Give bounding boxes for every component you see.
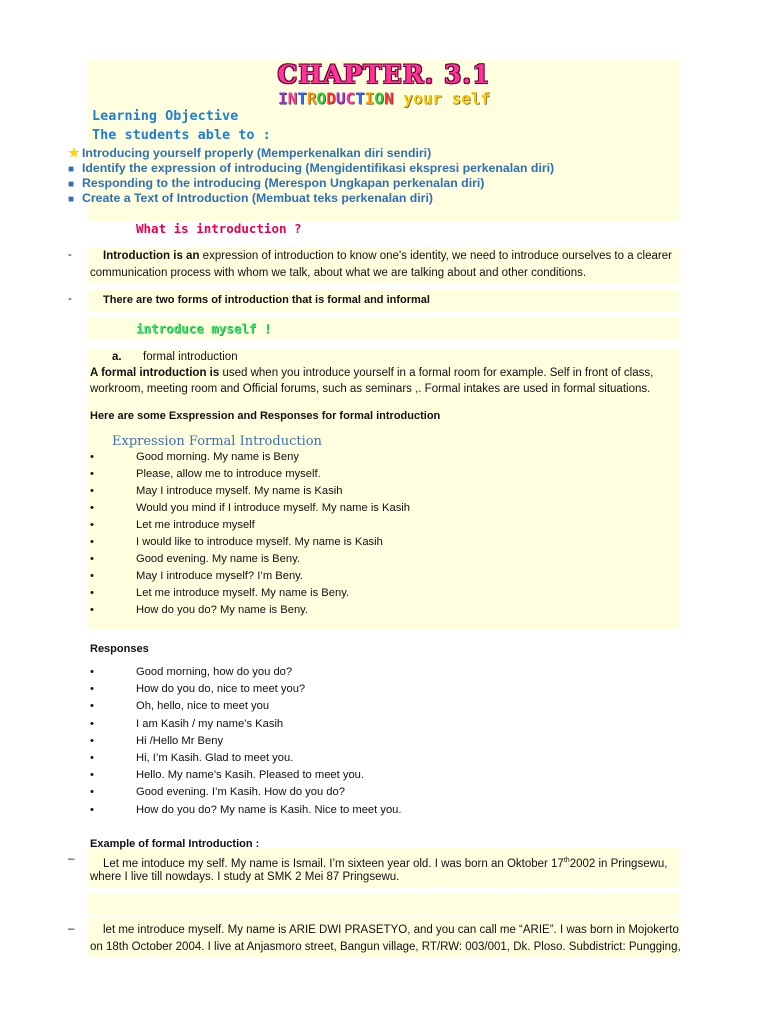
bullet-icon: • [90,468,94,480]
list-item-text: How do you do, nice to meet you? [136,683,306,696]
star-bullet-icon: ★ [68,145,80,160]
formal-paragraph-line2: workroom, meeting room and Official forums, such as seminars ,. Formal intakes are used in formal situations. [90,383,651,395]
expression-item [90,570,303,582]
bullet-icon: • [90,700,94,713]
expression-item [90,587,349,599]
subtitle-letter: I [364,89,375,108]
chapter-title: CHAPTER. 3.1 [277,60,491,89]
example2-line1: let me introduce myself. My name is ARIE DWI PRASETYO, and you can call me “ARIE”. I was born in Mojokerto [103,924,679,936]
response-item [90,683,305,695]
bullet-icon: • [90,604,94,616]
list-item-text: I would like to introduce myself. My name is Kasih [136,536,383,548]
bullet-icon: • [90,666,94,678]
bullet-icon: • [90,519,94,531]
list-item-text: May I introduce myself. My name is Kasih [136,485,343,497]
subtitle-letter: N [384,89,394,108]
expression-item [90,485,342,497]
response-item [90,804,402,816]
dash-marker: - [68,249,72,261]
list-item-text: I am Kasih / my name’s Kasih [136,717,284,730]
students-able-label: The students able to : [92,127,271,143]
subtitle-letter: N [287,89,298,108]
list-item-text: Oh, hello, nice to meet you [136,700,270,713]
subtitle-letter: R [306,89,317,108]
expression-item [90,536,383,548]
example2-line2: on 18th October 2004. I live at Anjasmoro street, Bangun village, RT/RW: 003/001, Dk. Ploso. Subdistrict: Pungging, [90,941,681,953]
bullet-icon: • [90,451,94,463]
bullet-icon: • [90,786,94,799]
expression-item [90,553,300,565]
expression-item [90,502,410,514]
list-item-text: Good evening. My name is Beny. [136,553,300,565]
bullet-icon: • [90,683,94,696]
list-item-text: Good morning, how do you do? [136,666,293,678]
formal-label: formal introduction [143,351,238,363]
square-bullet-icon: ■ [68,179,75,190]
subtitle-letter: U [335,89,346,108]
intro-paragraph-line1: Introduction is an expression of introduction to know one's identity, we need to introduce ourselves to a clearer [103,250,672,262]
responses-heading: Responses [90,643,149,655]
expression-formal-heading: Expression Formal Introduction [112,434,322,449]
response-item [90,786,345,798]
response-item [90,752,293,764]
bullet-icon: • [90,734,94,747]
bullet-icon: • [90,803,94,816]
list-item-text: Please, allow me to introduce myself. [136,468,321,480]
subtitle-letter: T [355,89,365,108]
list-item-text: Hi, I’m Kasih. Glad to meet you. [136,752,294,764]
subtitle-letter: D [326,89,336,108]
example-heading: Example of formal Introduction : [90,838,260,850]
bullet-icon: • [90,570,94,582]
list-item-text: Would you mind if I introduce myself. My name is Kasih [136,502,410,514]
subtitle-letter: your self [393,89,490,108]
dash-marker: - [68,293,72,305]
bullet-icon: • [90,717,94,730]
subtitle-letter: O [316,89,327,108]
bullet-icon: • [90,536,94,548]
expression-item [90,468,321,480]
response-item [90,700,269,712]
list-item-text: Hello. My name’s Kasih. Pleased to meet you. [136,769,365,782]
bullet-icon: • [90,485,94,497]
formal-marker: a. [112,351,122,363]
example1-line2: where I live till nowdays. I study at SMK 2 Mei 87 Pringsewu. [90,871,400,883]
subtitle-letter: O [374,89,385,108]
bullet-icon: • [90,752,94,764]
objective-item: ■ Identify the expression of introducing (Mengidentifikasi ekspresi perkenalan diri) [68,161,555,175]
example1-line1: Let me intoduce my self. My name is Ismail. I’m sixteen year old. I was born an Oktober 17th2002 in Pringsewu, [103,857,668,870]
expression-item [90,604,308,616]
introduce-myself-heading: introduce myself ! [136,321,272,336]
subtitle-letter: T [297,89,307,108]
response-item [90,769,364,781]
list-item-text: Good evening. I’m Kasih. How do you do? [136,786,345,799]
square-bullet-icon: ■ [68,164,75,175]
here-are-text: Here are some Exspression and Responses for formal introduction [90,410,441,422]
objective-item: ■ Create a Text of Introduction (Membuat teks perkenalan diri) [68,191,433,205]
expression-item [90,451,299,463]
objective-item: ■ Responding to the introducing (Merespon Ungkapan perkenalan diri) [68,176,485,190]
list-item-text: Let me introduce myself. My name is Beny. [136,587,350,599]
what-is-introduction-heading: What is introduction ? [136,221,302,236]
list-item-text: How do you do? My name is Kasih. Nice to meet you. [136,803,402,816]
list-item-text: Hi /Hello Mr Beny [136,734,224,747]
list-item-text: Good morning. My name is Beny [136,451,299,463]
dash-marker: – [68,923,75,935]
bullet-icon: • [90,769,94,782]
bullet-icon: • [90,587,94,599]
expression-item [90,519,255,531]
two-forms-text: There are two forms of introduction that is formal and informal [103,294,430,306]
list-item-text: How do you do? My name is Beny. [136,604,309,616]
objective-item: ★ Introducing yourself properly (Memperkenalkan diri sendiri) [68,145,432,160]
intro-paragraph-line2: communication process with whom we talk, about what we are talking about and other conditions. [90,267,587,279]
formal-paragraph-line1: A formal introduction is used when you introduce yourself in a formal room for example. Self in front of class, [90,367,654,379]
bullet-icon: • [90,553,94,565]
list-item-text: Let me introduce myself [136,519,255,531]
list-item-text: May I introduce myself? I’m Beny. [136,570,304,582]
gap-band [88,894,680,916]
dash-marker: – [68,853,75,865]
response-item [90,666,292,678]
subtitle-letter: C [345,89,356,108]
square-bullet-icon: ■ [68,194,75,205]
subtitle-letter: I [277,89,288,108]
bullet-icon: • [90,502,94,514]
chapter-subtitle [0,89,768,108]
response-item [90,718,283,730]
learning-objective-label: Learning Objective [92,108,239,124]
response-item [90,735,223,747]
